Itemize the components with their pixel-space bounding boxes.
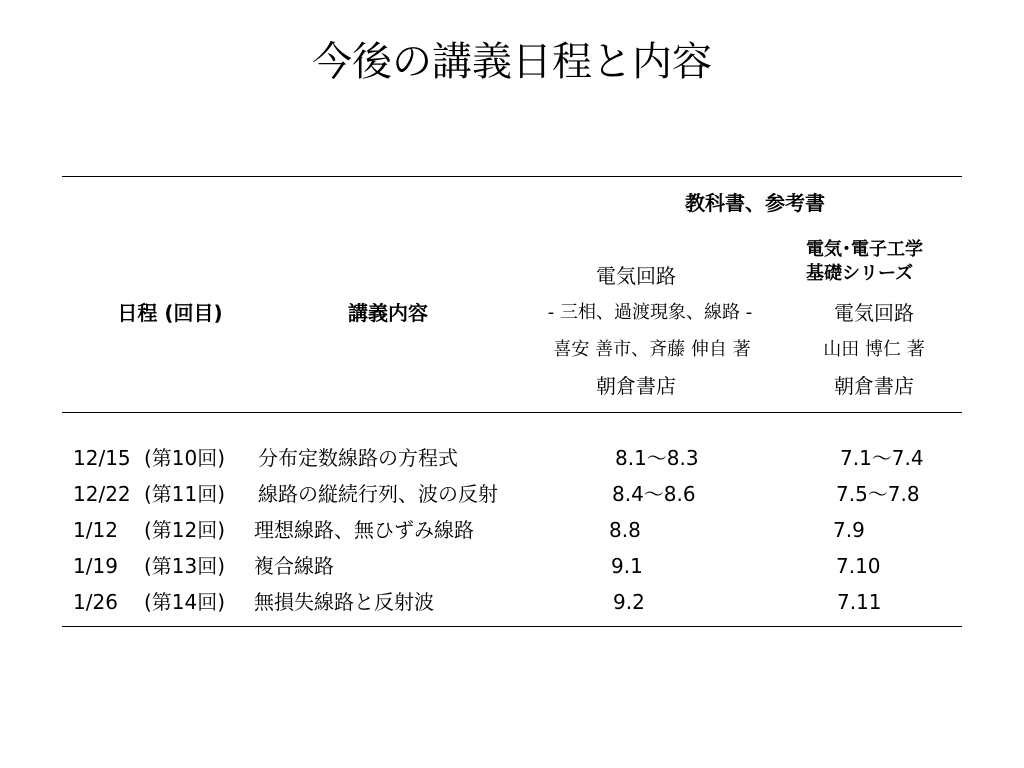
- row-session: (第13回): [144, 554, 226, 578]
- row-book2-sections: 7.11: [837, 590, 882, 614]
- row-topic: 理想線路、無ひずみ線路: [254, 518, 474, 542]
- header-bottom-rule: [62, 412, 962, 413]
- book1-title: 電気回路: [596, 264, 676, 288]
- row-date: 1/19: [73, 554, 118, 578]
- row-session: (第12回): [144, 518, 226, 542]
- row-book2-sections: 7.1～7.4: [840, 446, 924, 470]
- row-date: 12/22: [73, 482, 131, 506]
- row-book1-sections: 8.1～8.3: [615, 446, 699, 470]
- slide-title: 今後の講義日程と内容: [312, 39, 712, 85]
- row-session: (第14回): [144, 590, 226, 614]
- book2-publisher: 朝倉書店: [834, 374, 914, 398]
- row-book2-sections: 7.5～7.8: [836, 482, 920, 506]
- row-book2-sections: 7.10: [836, 554, 881, 578]
- book1-publisher: 朝倉書店: [596, 374, 676, 398]
- row-date: 12/15: [73, 446, 131, 470]
- row-session: (第10回): [144, 446, 226, 470]
- table-top-rule: [62, 176, 962, 177]
- row-book1-sections: 8.8: [609, 518, 641, 542]
- row-topic: 線路の縦続行列、波の反射: [258, 482, 498, 506]
- row-book1-sections: 9.1: [611, 554, 643, 578]
- book2-series-line1: 電気･電子工学: [806, 239, 923, 260]
- book2-authors: 山田 博仁 著: [823, 339, 925, 360]
- row-book1-sections: 9.2: [613, 590, 645, 614]
- book1-authors: 喜安 善市、斉藤 伸自 著: [553, 339, 751, 360]
- header-content: 講義内容: [348, 301, 428, 325]
- row-topic: 分布定数線路の方程式: [258, 446, 458, 470]
- header-schedule: 日程 (回目): [117, 301, 223, 325]
- textbooks-heading: 教科書、参考書: [685, 191, 825, 215]
- row-topic: 無損失線路と反射波: [254, 590, 434, 614]
- row-book2-sections: 7.9: [833, 518, 865, 542]
- row-book1-sections: 8.4～8.6: [612, 482, 696, 506]
- row-topic: 複合線路: [254, 554, 334, 578]
- row-date: 1/12: [73, 518, 118, 542]
- row-session: (第11回): [144, 482, 226, 506]
- book2-series-line2: 基礎シリーズ: [806, 263, 914, 284]
- row-date: 1/26: [73, 590, 118, 614]
- table-bottom-rule: [62, 626, 962, 627]
- book2-title: 電気回路: [834, 301, 914, 325]
- book1-subtitle: - 三相、過渡現象、線路 -: [547, 302, 753, 323]
